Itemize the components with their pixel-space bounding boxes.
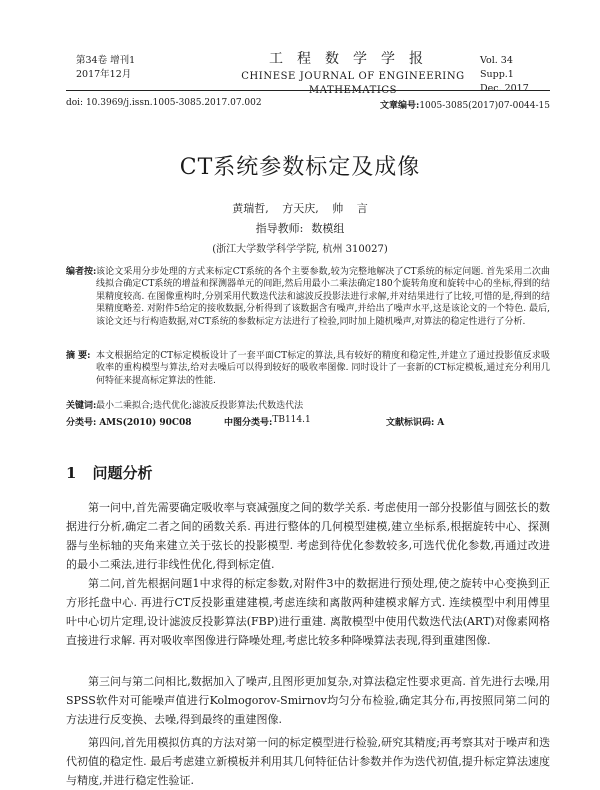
author-3: 帅 言	[332, 202, 368, 215]
journal-name-en: CHINESE JOURNAL OF ENGINEERING MATHEMATICS	[241, 71, 465, 96]
author-2: 方天庆,	[282, 202, 319, 215]
affiliation: (浙江大学数学科学学院, 杭州 310027)	[212, 244, 388, 255]
editor-note-text: 该论文采用分步处理的方式来标定CT系统的各个主要参数,较为完整地解决了CT系统的标定问题. 首先采用二次曲线拟合确定CT系统的增益和探测器单元的间距,然后用最小二乘法确定180个旋转角度和旋转中心的坐标,得到的结果精度较高. 在图像重构时,分别采用代数迭代法和滤波反投影法进行求解,并对结果进行了比较,可惜的是,得到的结果精度略差. 对附件5给定的接收数据,分析得到了该数据含有噪声,并给出了噪声水平,这是该论文的一个特色. 最后,该论文还与行构造数据,对CT系统的参数标定方法进行了检验,同时加上随机噪声,对算法的稳定性进行了分析.	[96, 267, 550, 327]
keywords	[66, 400, 550, 412]
advisor-label: 指导教师:	[255, 222, 304, 235]
editor-note	[66, 266, 550, 328]
abstract-text: 本文根据给定的CT标定模板设计了一套平面CT标定的算法,具有较好的精度和稳定性,并建立了通过投影值反求吸收率的重构模型与算法,给对去噪后可以得到较好的吸收率图像. 同时设计了一套新的CT标定模板,通过充分利用几何特征来提高标定算法的性能.	[96, 351, 550, 386]
authors	[0, 200, 600, 216]
author-1: 黄瑞哲,	[232, 202, 269, 215]
paragraph-text: 第二问,首先根据问题1中求得的标定参数,对附件3中的数据进行预处理,使之旋转中心变换到正方形托盘中心. 再进行CT反投影重建建模,考虑连续和离散两种建模求解方式. 连续模型中利用傅里叶中心切片定理,设计滤波反投影算法(FBP)进行重建. 离散模型中使用代数迭代法(ART)对像素网格直接进行求解. 再对吸收率图像进行降噪处理,考虑比较多种降噪算法表现,得到重建图像.	[66, 577, 550, 647]
body-paragraph-4	[66, 733, 550, 790]
section-number: 1	[66, 464, 77, 482]
paragraph-text: 第一问中,首先需要确定吸收率与衰减强度之间的数学关系. 考虑使用一部分投影值与圆弦长的数据进行分析,确定二者之间的函数关系. 再进行整体的几何模型建模,建立坐标系,根据旋转中心、探测器与坐标轴的夹角来建立关于弦长的投影模型. 考虑到待优化参数较多,可选代优化参数,再通过改进的最小二乘法,进行非线性优化,得到标定值.	[66, 501, 550, 571]
editor-note-label: 编者按:	[66, 267, 97, 277]
doi: doi: 10.3969/j.issn.1005-3085.2017.07.002	[66, 98, 262, 108]
paragraph-text: 第三问与第二问相比,数据加入了噪声,且图形更加复杂,对算法稳定性要求更高. 首先进行去噪,用SPSS软件对可能噪声值进行Kolmogorov-Smirnov均匀分布检验,确定其分布,再按照同第二问的方法进行反变换、去噪,得到最终的重建图像.	[66, 675, 550, 726]
advisor-name: 数模组	[311, 222, 345, 235]
article-number	[380, 98, 550, 111]
clc-class	[224, 415, 311, 428]
journal-name-cn: 工程数学学报	[269, 51, 437, 67]
ams-label: 分类号:	[66, 418, 97, 428]
paper-title: CT系统参数标定及成像	[179, 155, 421, 180]
article-number-label: 文章编号:	[380, 101, 420, 111]
doc-code	[386, 415, 444, 428]
journal-header	[76, 50, 544, 96]
body-paragraph-3	[66, 672, 550, 729]
date-cn: 2017年12月	[76, 69, 132, 80]
date-en: Dec. 2017	[480, 83, 529, 94]
paragraph-text: 第四问,首先用模拟仿真的方法对第一问的标定模型进行检验,研究其精度;再考察其对于噪声和迭代初值的稳定性. 最后考虑建立新模板并利用其几何特征估计参数并作为迭代初值,提升标定算法速度与精度,并进行稳定性验证.	[66, 736, 550, 787]
body-paragraph-2	[66, 574, 550, 650]
doc-label: 文献标识码:	[386, 418, 435, 428]
advisor-line	[0, 220, 600, 236]
abstract	[66, 350, 550, 387]
keywords-text: 最小二乘拟合;迭代优化;滤波反投影算法;代数迭代法	[96, 401, 304, 411]
header-left	[76, 54, 135, 82]
abstract-label: 摘 要:	[66, 351, 91, 361]
ams-value: AMS(2010) 90C08	[99, 418, 192, 428]
header-rule	[66, 90, 550, 91]
section-title: 问题分析	[92, 464, 153, 482]
clc-label: 中图分类号:	[224, 418, 273, 428]
volume-issue-cn: 第34卷 增刊1	[76, 55, 136, 66]
volume-en: Vol. 34 Supp.1	[480, 55, 514, 80]
ams-class	[66, 415, 192, 428]
section-heading	[66, 462, 152, 483]
doc-value: A	[437, 418, 445, 428]
body-paragraph-1	[66, 498, 550, 574]
keywords-label: 关键词:	[66, 401, 97, 411]
clc-value: TB114.1	[272, 415, 311, 425]
article-number-value: 1005-3085(2017)07-0044-15	[419, 101, 550, 111]
